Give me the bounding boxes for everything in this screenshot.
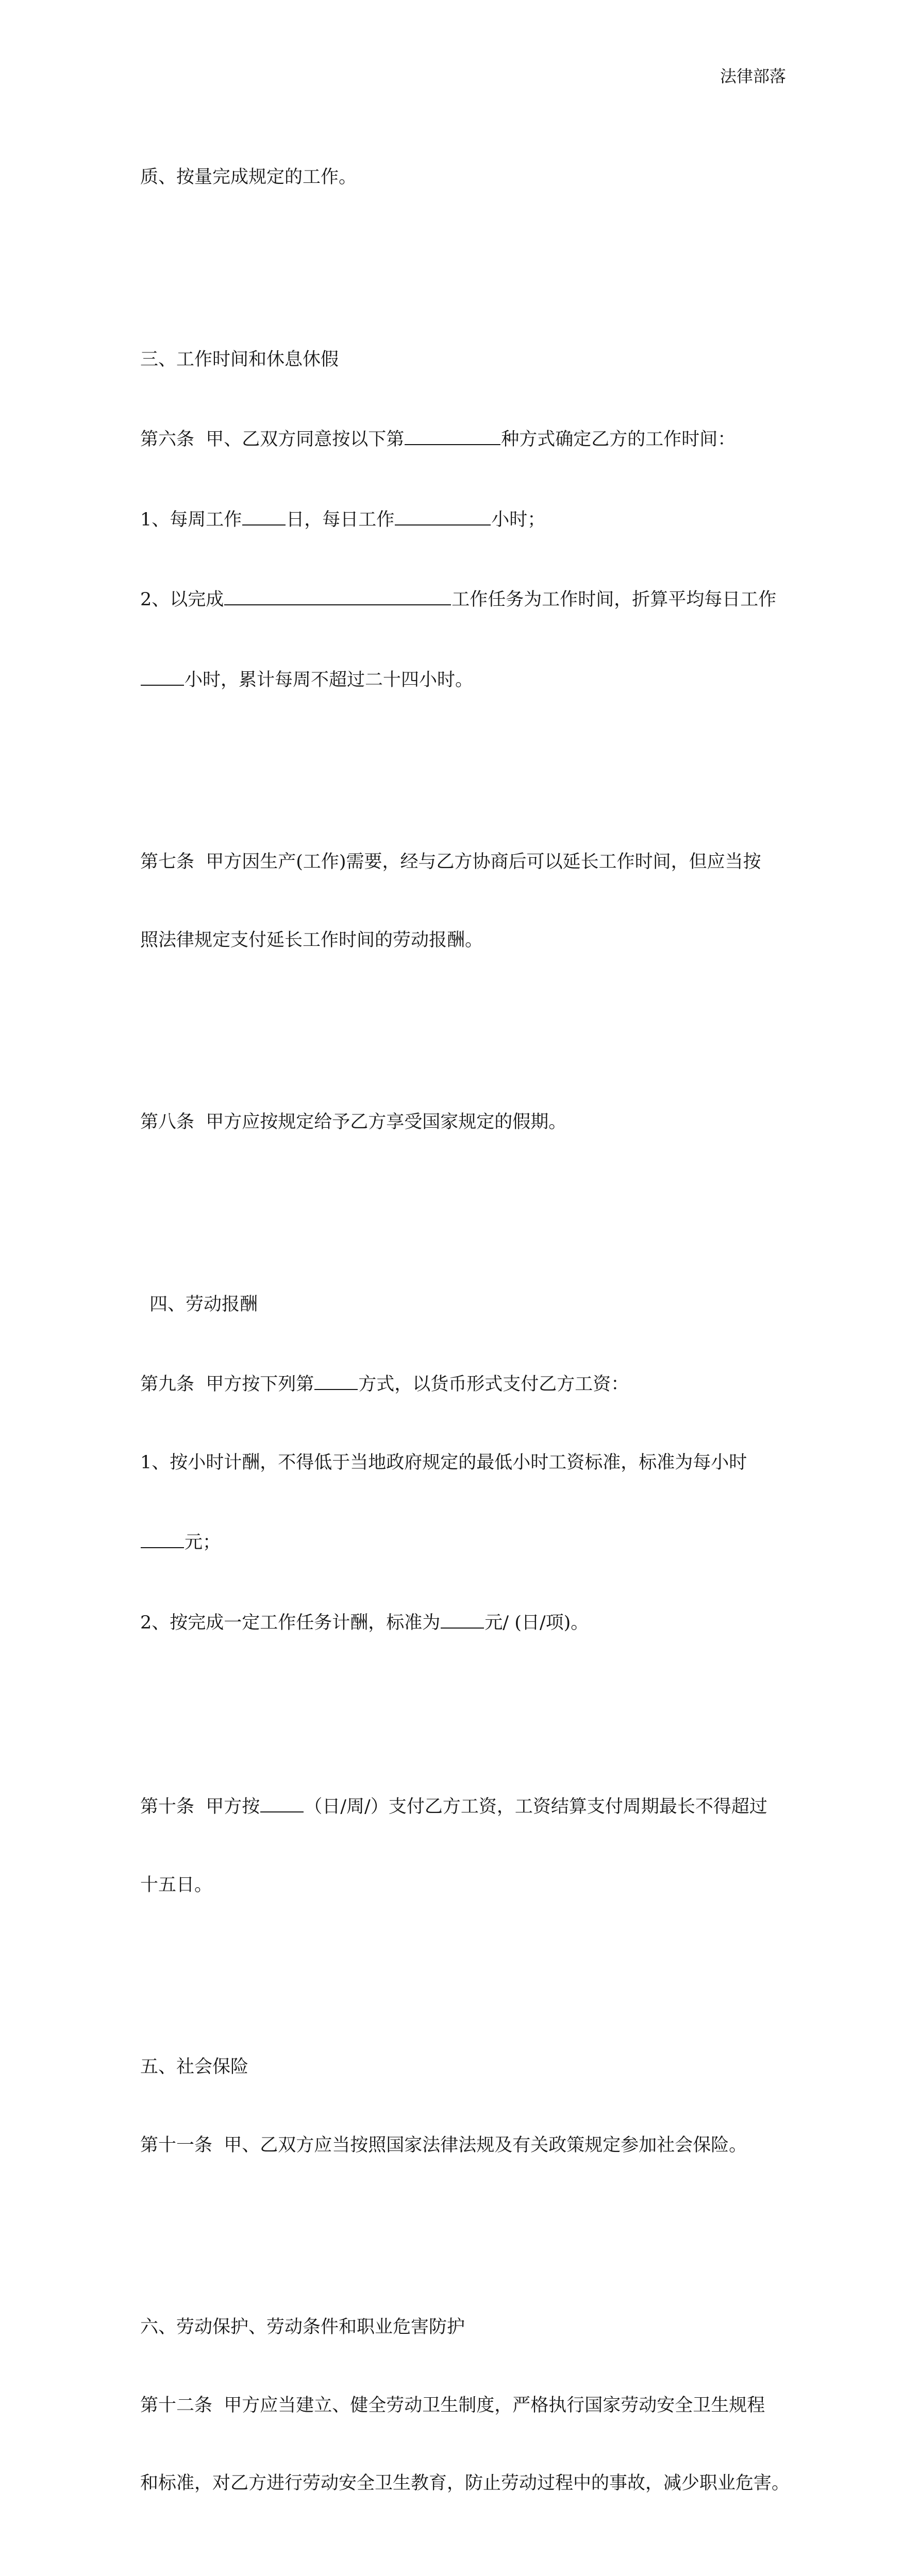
blank-field <box>224 585 451 605</box>
paragraph-gap <box>140 2549 790 2575</box>
section-title-4: 四、劳动报酬 <box>149 1294 258 1315</box>
text: 元/ (日/项)。 <box>484 1612 589 1633</box>
document-body <box>140 112 790 2576</box>
blank-field <box>314 1369 358 1390</box>
article-9-item-1: 1、按小时计酬，不得低于当地政府规定的最低小时工资标准，标准为每小时 <box>140 1452 747 1473</box>
paragraph-gap <box>140 1005 790 1031</box>
section-title-6: 六、劳动保护、劳动条件和职业危害防护 <box>140 2317 465 2337</box>
paragraph-gap <box>140 1188 790 1214</box>
article-9-item-2 <box>140 1608 790 1636</box>
article-12-line-1: 第十二条 甲方应当建立、健全劳动卫生制度，严格执行国家劳动安全卫生规程 <box>140 2395 765 2416</box>
article-6-line <box>140 425 790 453</box>
blank-field <box>405 425 500 445</box>
paragraph-gap <box>140 2210 790 2236</box>
paragraph-gap <box>140 243 790 269</box>
section-title-3: 三、工作时间和休息休假 <box>140 349 339 370</box>
text: 1、每周工作 <box>140 509 242 530</box>
text: 2、按完成一定工作任务计酬，标准为 <box>140 1612 441 1633</box>
blank-field <box>441 1608 484 1629</box>
article-10-line-1 <box>140 1792 790 1820</box>
blank-field <box>141 1528 184 1548</box>
article-7-line-2: 照法律规定支付延长工作时间的劳动报酬。 <box>140 929 483 951</box>
text: 方式，以货币形式支付乙方工资： <box>358 1374 629 1395</box>
article-8: 第八条 甲方应按规定给予乙方享受国家规定的假期。 <box>140 1112 567 1132</box>
section-title-5: 五、社会保险 <box>140 2057 249 2077</box>
text: 第九条 甲方按下列第 <box>140 1374 314 1395</box>
article-6-item-2 <box>140 585 790 613</box>
article-9-line <box>140 1369 790 1398</box>
text: 2、以完成 <box>140 589 224 610</box>
text: 小时，累计每周不超过二十四小时。 <box>185 669 474 690</box>
text: 元； <box>185 1532 221 1553</box>
text: （日/周/）支付乙方工资，工资结算支付周期最长不得超过 <box>304 1797 767 1817</box>
text: 小时； <box>491 509 546 530</box>
text-line: 质、按量完成规定的工作。 <box>140 167 357 188</box>
blank-field <box>141 665 184 686</box>
blank-field <box>242 505 286 526</box>
article-7-line-1: 第七条 甲方因生产(工作)需要，经与乙方协商后可以延长工作时间，但应当按 <box>140 852 761 872</box>
article-6-item-1 <box>140 505 790 533</box>
paragraph-gap <box>140 1950 790 1976</box>
blank-field <box>395 505 491 526</box>
article-9-item-1-cont <box>140 1528 790 1556</box>
text: 工作任务为工作时间，折算平均每日工作 <box>451 589 777 610</box>
article-11: 第十一条 甲、乙双方应当按照国家法律法规及有关政策规定参加社会保险。 <box>140 2134 747 2156</box>
text: 第六条 甲、乙双方同意按以下第 <box>140 429 405 450</box>
text: 第十条 甲方按 <box>140 1797 260 1817</box>
article-6-item-2-cont <box>140 665 790 693</box>
blank-field <box>260 1792 304 1812</box>
paragraph-gap <box>140 1688 790 1714</box>
page-header-site-name: 法律部落 <box>720 66 786 86</box>
article-12-line-2: 和标准，对乙方进行劳动安全卫生教育，防止劳动过程中的事故，减少职业危害。 <box>140 2473 790 2494</box>
article-10-line-2: 十五日。 <box>140 1874 213 1895</box>
text: 种方式确定乙方的工作时间： <box>501 429 736 450</box>
paragraph-gap <box>140 745 790 771</box>
text: 日，每日工作 <box>286 509 395 530</box>
